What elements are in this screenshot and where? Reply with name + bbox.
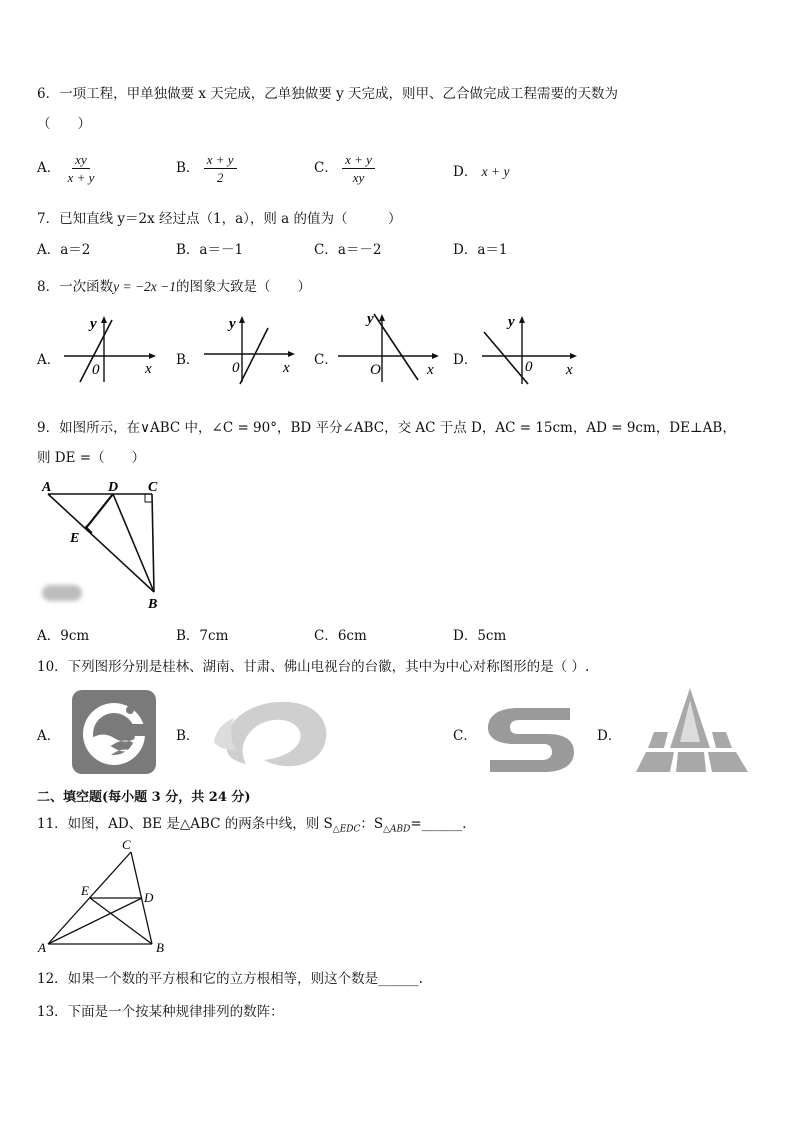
point-b-label: B xyxy=(156,940,164,955)
q8-option-d-label[interactable]: D． xyxy=(453,352,478,368)
q10-option-b-label[interactable]: B． xyxy=(176,728,200,744)
hunan-logo[interactable] xyxy=(208,694,332,774)
logo-s-shape-icon xyxy=(488,708,574,772)
origin-label: 0 xyxy=(232,360,240,376)
q8-option-b-label[interactable]: B． xyxy=(176,352,200,368)
y-arrow-icon xyxy=(379,314,385,321)
fraction xyxy=(65,152,98,185)
q7-option-d[interactable]: D．a＝1 xyxy=(453,242,508,258)
y-arrow-icon xyxy=(239,316,245,323)
y-label: y xyxy=(367,311,374,327)
q9-option-b[interactable]: B．7cm xyxy=(176,628,229,644)
q6-option-a[interactable] xyxy=(37,152,97,185)
q6-option-c[interactable] xyxy=(314,152,375,185)
point-a-label: A xyxy=(42,480,52,495)
y-label: y xyxy=(229,316,236,332)
y-arrow-icon xyxy=(519,316,525,323)
y-arrow-icon xyxy=(101,316,107,323)
q7-option-a[interactable]: A．a＝2 xyxy=(37,242,91,258)
denominator: xy xyxy=(352,170,365,185)
q8-option-a-label[interactable]: A． xyxy=(37,352,61,368)
q7-option-c[interactable]: C．a＝－2 xyxy=(314,242,382,258)
q9-option-a[interactable]: A．9cm xyxy=(37,628,90,644)
q10-option-a-label[interactable]: A． xyxy=(37,728,61,744)
fraction xyxy=(204,152,237,185)
gansu-logo[interactable] xyxy=(484,694,576,774)
q12-stem: 12．如果一个数的平方根和它的立方根相等，则这个数是______. xyxy=(37,971,423,987)
q10-option-d-label[interactable]: D． xyxy=(597,728,622,744)
logo-block-left-bottom xyxy=(636,752,674,772)
origin-label: 0 xyxy=(92,362,100,378)
q10-stem: 10．下列图形分别是桂林、湖南、甘肃、佛山电视台的台徽，其中为中心对称图形的是（ ）. xyxy=(37,659,590,675)
point-e-label: E xyxy=(81,883,89,898)
q11-stem xyxy=(37,812,476,835)
section-title: 二、填空题(每小题 3 分，共 24 分) xyxy=(37,790,251,805)
q6-stem: 6．一项工程，甲单独做要 x 天完成，乙单独做要 y 天完成，则甲、乙合做完成工程需要的天数为 xyxy=(37,86,618,102)
q7-option-b[interactable]: B．a＝－1 xyxy=(176,242,244,258)
logo-ring-gap xyxy=(118,724,152,736)
q9-option-c[interactable]: C．6cm xyxy=(314,628,367,644)
logo-dot xyxy=(126,706,134,714)
fraction xyxy=(342,152,375,185)
q6-option-d[interactable] xyxy=(453,160,509,180)
point-a-label: A xyxy=(38,940,46,955)
q6-option-b[interactable] xyxy=(176,152,237,185)
numerator: xy xyxy=(72,152,90,169)
blurred-watermark xyxy=(42,585,82,601)
logo-block-right-top xyxy=(712,732,732,748)
q8-stem xyxy=(37,275,311,295)
foshan-logo[interactable] xyxy=(634,686,752,778)
x-arrow-icon xyxy=(570,353,577,359)
median-ad xyxy=(48,898,142,944)
q11-sub-edc: △EDC xyxy=(332,824,361,835)
x-arrow-icon xyxy=(432,353,439,359)
q10-option-c-label[interactable]: C． xyxy=(453,728,477,744)
origin-label: 0 xyxy=(525,359,533,375)
x-arrow-icon xyxy=(149,353,156,359)
denominator: 2 xyxy=(216,170,224,185)
x-label: x xyxy=(427,362,434,378)
x-label: x xyxy=(145,361,152,377)
q11-answer-blank[interactable]: =______． xyxy=(410,816,476,832)
point-c-label: C xyxy=(122,837,131,852)
point-d-label: D xyxy=(108,480,119,495)
q8-graph-d[interactable] xyxy=(478,308,586,386)
x-label: x xyxy=(566,362,573,378)
denominator: x + y xyxy=(67,170,95,185)
q11-figure xyxy=(36,836,176,956)
logo-block-mid-bottom xyxy=(676,752,706,772)
q8-text-pre: 8．一次函数 xyxy=(37,279,114,295)
option-label: D． xyxy=(453,164,478,180)
point-c-label: C xyxy=(148,480,158,495)
logo-block-right-bottom xyxy=(708,752,748,772)
q8-graph-c[interactable] xyxy=(336,306,446,384)
point-d-label: D xyxy=(144,890,154,905)
q8-expression: y = −2x −1 xyxy=(113,279,177,294)
x-arrow-icon xyxy=(288,351,295,357)
q11-sub-abd: △ABD xyxy=(383,824,411,835)
y-label: y xyxy=(90,316,97,332)
q8-graph-a[interactable] xyxy=(60,308,160,386)
q13-stem: 13．下面是一个按某种规律排列的数阵： xyxy=(37,1004,284,1020)
y-label: y xyxy=(508,314,515,330)
q11-text-mid: ：S xyxy=(360,816,384,832)
numerator: x + y xyxy=(342,152,375,169)
q8-text-post: 的图象大致是（ ） xyxy=(176,279,312,295)
option-label: A． xyxy=(37,160,61,176)
q9-option-d[interactable]: D．5cm xyxy=(453,628,507,644)
option-label: C． xyxy=(314,160,338,176)
origin-label: O xyxy=(370,362,381,378)
expression: x + y xyxy=(481,164,510,179)
point-b-label: B xyxy=(148,597,158,612)
logo-swoosh-icon xyxy=(226,702,326,766)
segment-bd xyxy=(113,494,154,592)
side-cb xyxy=(152,494,154,592)
q8-graph-b[interactable] xyxy=(200,308,300,386)
numerator: x + y xyxy=(204,152,237,169)
option-label: B． xyxy=(176,160,200,176)
q9-stem-line2: 则 DE =（ ） xyxy=(37,450,146,466)
q9-stem-line1: 9．如图所示，在∨ABC 中，∠C = 90°，BD 平分∠ABC，交 AC 于点 D，AC = 15cm，AD = 9cm，DE⊥AB， xyxy=(37,420,736,436)
function-line xyxy=(240,328,268,384)
q11-text-pre: 11．如图，AD、BE 是△ABC 的两条中线，则 S xyxy=(37,816,333,832)
q7-stem: 7．已知直线 y＝2x 经过点（1，a），则 a 的值为（ ） xyxy=(37,211,402,227)
x-label: x xyxy=(283,360,290,376)
q8-option-c-label[interactable]: C． xyxy=(314,352,338,368)
logo-block-left-top xyxy=(648,732,668,748)
q6-paren: （ ） xyxy=(37,116,91,132)
right-angle-c-icon xyxy=(145,494,152,502)
guilin-logo[interactable] xyxy=(70,688,158,776)
point-e-label: E xyxy=(70,531,80,546)
